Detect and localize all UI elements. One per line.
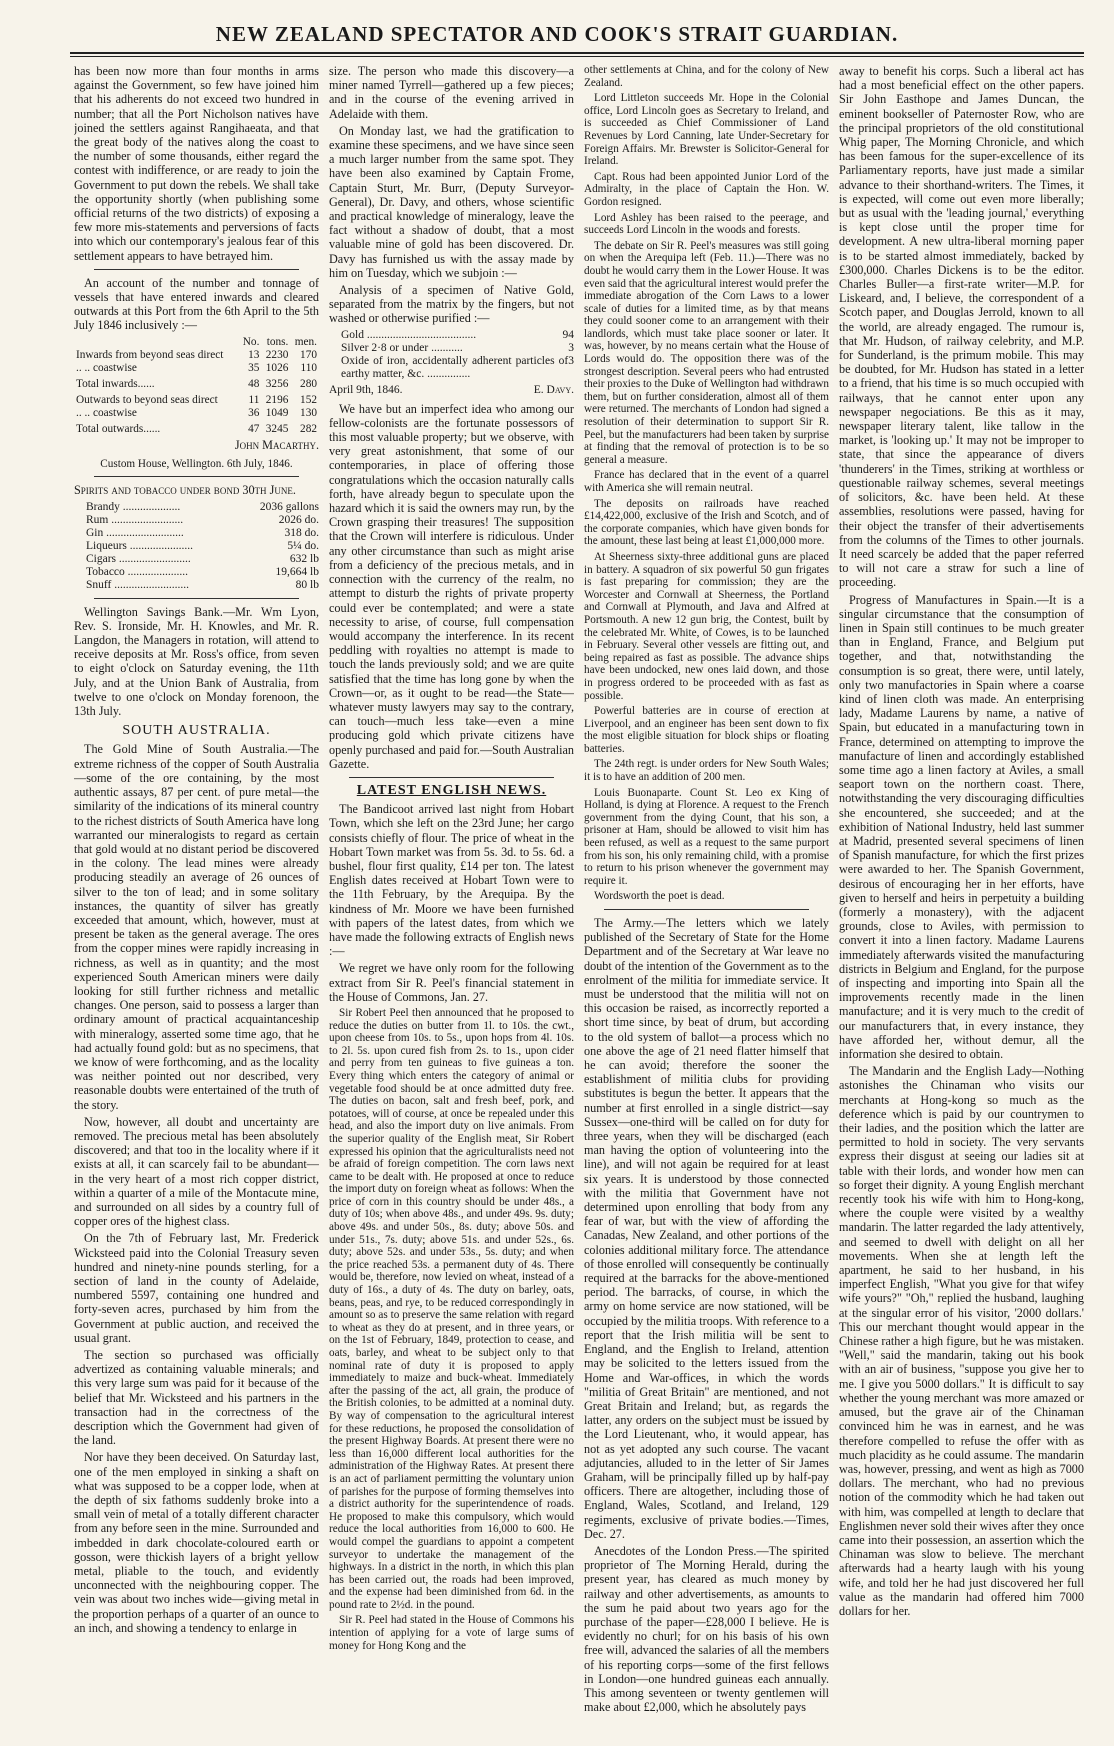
paragraph: Anecdotes of the London Press.—The spirited proprietor of The Morning Herald, during the present year, has cleared as much money by railway and other advertisements, as amounts to the sum he paid about two years ago for the purchase of the paper—£28,000 I believe. He is evidently no churl; for on his basis of his own free will, advanced the salaries of all the members of his reporting corps—some of the first fellows in London—one hundred guineas each annually. This among seventeen or twenty gentlemen will make about £2,000, which he absolutely pays (584, 1543, 829, 1715)
divider (94, 598, 299, 599)
spirits-heading: Spirits and tobacco under bond 30th June. (74, 483, 296, 498)
column-3 (584, 64, 829, 1736)
list-label: Silver 2·8 or under ........... (341, 341, 463, 354)
table-row (74, 362, 319, 375)
list-label: Rum ......................... (86, 513, 184, 526)
section-heading: LATEST ENGLISH NEWS. (356, 782, 547, 798)
paragraph: We regret we have only room for the following extract from Sir R. Peel's financial statement in the House of Commons, Jan. 27. (329, 961, 574, 1004)
table-cell: 47 (248, 422, 260, 435)
list-label: Tobacco ..................... (86, 565, 189, 578)
divider (94, 476, 299, 477)
table-cell: Total outwards...... (76, 422, 161, 435)
section-heading: SOUTH AUSTRALIA. (122, 723, 271, 739)
table-cell: .. .. coastwise (76, 406, 137, 419)
table-cell: 110 (300, 361, 317, 374)
list-label: Cigars ......................... (86, 552, 191, 565)
paragraph: France has declared that in the event of a quarrel with America she will remain neutral. (584, 469, 829, 494)
list-item (74, 514, 319, 527)
masthead-rule (70, 52, 1084, 54)
savings-bank-notice: Wellington Savings Bank.—Mr. Wm Lyon, Rev. S. Ironside, Mr. H. Knowles, and Mr. R. Langdon, the Managers in rotation, will attend to receive deposits at Mr. Ross's office, from seven to eight o'clock on Saturday evening, the 11th July, and at the Union Bank of Australia, from twelve to one o'clock on Monday forenoon, the 13th July. (74, 604, 319, 719)
paragraph: At Sheerness sixty-three additional guns are placed in battery. A squadron of six powerful 50 gun frigates is fast preparing for commission; they are the Worcester and Cornwall at Sheerness, the Portland and Cornwall at Plymouth, and Java and Alfred at Portsmouth. A new 12 gun brig, the Contest, built by the celebrated Mr. White, of Cowes, is to be launched in February. Several other vessels are fitting out, and being repaired as fast as possible. The advance ships have been undocked, new ones laid down, and those in progress ordered to be proceeded with as fast as possible. (584, 550, 829, 702)
list-item (329, 355, 574, 381)
paragraph: other settlements at China, and for the colony of New Zealand. (584, 64, 829, 89)
list-label: Liqueurs ...................... (86, 539, 194, 552)
assay-list (329, 329, 574, 381)
paragraph: Louis Buonaparte. Count St. Leo ex King of Holland, is dying at Florence. A request to the French government from the dying Count, that his son, a prisoner at Ham, should be allowed to visit him has been refused, as well as a request to the same purport from his son, his only remaining child, with a promise to return to his prison whenever the government may require it. (584, 786, 829, 887)
column-2 (329, 64, 574, 1736)
paragraph: Capt. Rous had been appointed Junior Lord of the Admiralty, in the place of Captain the Hon. W. Gordon resigned. (584, 170, 829, 208)
list-value: 2026 do. (278, 513, 319, 526)
signature: John Macarthy. (234, 437, 319, 452)
table-header (74, 336, 319, 349)
table-row (74, 349, 319, 362)
table-row (74, 375, 319, 391)
table-cell: 170 (300, 348, 317, 361)
table-cell: 35 (248, 361, 260, 374)
table-cell: 280 (300, 377, 317, 390)
list-item (74, 501, 319, 514)
table-cell: tons. (266, 335, 289, 348)
assay-footer (329, 384, 574, 397)
shipping-table (74, 336, 319, 436)
list-item (74, 553, 319, 566)
table-cell: 11 (248, 393, 260, 406)
paragraph: The debate on Sir R. Peel's measures was still going on when the Arequipa left (Feb. 11.)—There was no doubt he would carry them in the Lower House. It was even said that the agricultural interest would prefer the immediate abrogation of the Corn Laws to a lower scale of duties for a limited time, as by that means they could sooner come to an arrangement with their landlords, which must take place sooner or later. It was, however, by no means certain what the House of Lords would do. The opposition there was of the strongest description. Several peers who had entrusted their proxies to the Duke of Wellington had withdrawn them, but on further consideration, almost all of them were returned. The merchants of London had signed a resolution of their determination to support Sir R. Peel, but the manufacturers had been taken by surprise at finding that the removal of protection is to be so general a measure. (584, 239, 829, 466)
paragraph: The Army.—The letters which we lately published of the Secretary of State for the Home Department and of the Secretary at War leave no doubt of the intention of the Government as to the enrolment of the militia for immediate service. It must be understood that the militia will not on this occasion be raised, as incorrectly reported a short time since, by beat of drum, but according to the old system of ballot—a process which no one above the age of 21 need flatter himself that he can avoid; therefore the sooner the establishment of militia clubs for providing substitutes is begun the better. It appears that the number at first enrolled in a single district—say Sussex—one-third will be called on for duty for three years, when they will be discharged (each man having the option of volunteering into the line), and will not again be required for at least six years. It is understood by those connected with the militia that Government have not determined upon enrolling that body from any fear of war, but with the view of affording the Canadas, New Zealand, and other portions of the colonies additional military force. The attendance of those enrolled will consequently be continually required at the barracks for the above-mentioned period. The barracks, of course, in which the army on home service are now stationed, will be occupied by the militia troops. With reference to a report that the Irish militia will be sent to England, and the English to Ireland, attention may be solicited to the letters issued from the Home and War-offices, in which the words "militia of Great Britain" are mentioned, and not Great Britain and Ireland; but, as regards the latter, any orders on the subject must be issued by the Lord Lieutenant, who, it would appear, has not as yet adopted any such course. The vacant adjutancies, alluded to in the letter of Sir James Graham, will be principally filled up by half-pay officers. There are altogether, including those of England, Wales, Scotland, and Ireland, 129 regiments, exclusive of private bodies.—Times, Dec. 27. (584, 916, 829, 1541)
list-item (74, 527, 319, 540)
table-row (74, 407, 319, 420)
paragraph: Sir R. Peel had stated in the House of Commons his intention of applying for a vote of large sums of money for Hong Kong and the (329, 1614, 574, 1652)
paragraph: The Mandarin and the English Lady—Nothing astonishes the Chinaman who visits our merchants at Hong-kong so much as the deference which is paid by our countrymen to their ladies, and the position which the latter are permitted to hold in society. The very servants express their disgust at seeing our ladies sit at table with their lords, and wonder how men can so forget their dignity. A young English merchant recently took his wife with him to Hong-kong, where the couple were visited by a wealthy mandarin. The latter regarded the lady attentively, and seemed to dwell with delight on all her movements. When she at length left the apartment, he said to her husband, in his imperfect English, "What you give for that wifey wife yours?" "Oh," replied the husband, laughing at the singular error of his visitor, '2000 dollars.' This our merchant thought would appear in the Chinese rather a high figure, but he was mistaken. "Well," said the mandarin, taking out his book with an air of business, "suppose you give her to me. I give you 5000 dollars." It is difficult to say whether the young merchant was more amazed or amused, but the grave air of the Chinaman convinced him he was in earnest, and he was therefore compelled to refuse the offer with as much placidity as he could assume. The mandarin was, however, pressing, and went as high as 7000 dollars. The merchant, who had no previous notion of the commodity which he had taken out with him, was compelled at length to declare that Englishmen never sold their wives after they once came into their possession, an assertion which the Chinaman was slow to believe. The merchant afterwards had a hearty laugh with his young wife, and told her he had just discovered her full value as the mandarin had offered him 7000 dollars for her. (839, 1064, 1084, 1618)
paragraph: On Monday last, we had the gratification to examine these specimens, and we have since seen a much larger number from the same spot. They have been also examined by Captain Frome, Captain Sturt, Mr. Burr, (Deputy Surveyor-General), Dr. Davy, and others, whose scientific and practical knowledge of mineralogy, leave the fact without a shadow of doubt, that a most valuable mine of gold has been discovered. Dr. Davy has furnished us with the assay made by him on Tuesday, which we subjoin :— (329, 123, 574, 280)
paragraph: The section so purchased was officially advertized as containing valuable minerals; and this very large sum was paid for it because of the belief that Mr. Wicksteed and his partners in the transaction had in the correctness of the description which the Government had given of the land. (74, 1348, 319, 1448)
list-label: Brandy .................... (86, 500, 181, 513)
table-cell: 3256 (265, 377, 289, 390)
list-value: 3 (568, 341, 574, 354)
paragraph: Nor have they been deceived. On Saturday last, one of the men employed in sinking a shaft on what was supposed to be a copper lode, when at the depth of six fathoms suddenly broke into a small vein of metal of a totally different character from any before seen in the mine. Surrounded and imbedded in dark chocolate-coloured earth or gosson, were thickish layers of a bright yellow metal, pliable to the touch, and evidently unconnected with the neighbouring copper. The vein was about two inches wide—giving metal in the proportion perhaps of a quarter of an ounce to an inch, and showing a tendency to enlarge in (74, 1450, 319, 1635)
divider (349, 777, 554, 778)
masthead-rule-thin (70, 56, 1084, 57)
list-value: 632 lb (289, 552, 319, 565)
paragraph: Lord Ashley has been raised to the peerage, and succeeds Lord Lincoln in the woods and forests. (584, 211, 829, 237)
paragraph: The Gold Mine of South Australia.—The extreme richness of the copper of South Australia—some of the ore containing, by the most authentic assays, 87 per cent. of pure metal—the similarity of the indications of its mineral country to the richest districts of South America have long warranted our mineralogists to regard as certain that gold would at no distant period be discovered in the colony. The lead mines were already producing steadily an average of 26 ounces of silver to the ton of lead; and in some solitary instances, the quantity of silver has greatly exceeded that amount, which, however, must at present be taken as the general average. The ores from the copper mines were rapidly increasing in richness, as well as in quantity; and the most experienced South American miners were daily looking for still further richness and metallic changes. One person, said to possess a larger than ordinary amount of practical acquaintanceship with mineralogy, asserted some time ago, that he had actually found gold: but as no specimens, that we know of were forthcoming, and as the locality was neither pointed out nor described, very reasonable doubts were entertained of the truth of the story. (74, 742, 319, 1112)
paragraph: away to benefit his corps. Such a liberal act has had a most beneficial effect on the other papers. Sir John Easthope and James Duncan, the eminent bookseller of Paternoster Row, who are the principal proprietors of the old constitutional Whig paper, The Morning Chronicle, and which has been famous for the super-excellence of its Parliamentary reports, have just made a similar advance to their shorthand-writers. The Times, it is expected, will come out even more liberally; but as usual with the 'leading journal,' everything is kept close until the proper time for development. A new ultra-liberal morning paper is to be started almost immediately, backed by £300,000. Charles Dickens is to be the editor. Charles Buller—a first-rate writer—M.P. for Liskeard, and, I believe, the correspondent of a Scotch paper, and Douglas Jerrold, known to all the world, are already engaged. The rumour is, that Mr. Hudson, of railway celebrity, and M.P. for Sunderland, is the primum mobile. This may be doubted, for Mr. Hudson has stated in a letter to a friend, that his time is so much occupied with railways, that he cannot enter upon any newspaper negociations. Be this as it may, newspaper literary talent, like tallow in the market, is 'looking up.' It may not be improper to state, that since the appearance of divers 'thunderers' in the Times, striking at worthless or questionable railway schemes, several meetings of solicitors, &c. have been held. At these assemblies, resolutions were passed, having for their object the transfer of their advertisements from the columns of the Times to other journals. It need scarcely be added that the paper referred to will not care a straw for such a line of proceeding. (839, 64, 1084, 590)
columns (74, 64, 1086, 1736)
table-row (74, 391, 319, 407)
column-1 (74, 64, 319, 1736)
spirits-list (74, 501, 319, 592)
list-value: 3 (568, 354, 574, 367)
list-item (74, 566, 319, 579)
paragraph: Sir Robert Peel then announced that he proposed to reduce the duties on butter from 1l. to 10s. the cwt., upon cheese from 10s. to 5s., upon hops from 4l. 10s. to 2l. 5s. upon cured fish from 2s. to 1s., upon cider and perry from ten guineas to five guineas a ton. Every thing which enters the category of animal or vegetable food should be at once admitted duty free. The duties on bacon, salt and fresh beef, pork, and potatoes, will of course, at once be repealed under this head, and also the import duty on live animals. From the superior quality of the English meat, Sir Robert expressed his opinion that the agriculturalists need not be afraid of foreign competition. The corn laws next came to be dealt with. He proposed at once to reduce the import duty on foreign wheat as follows: When the price of corn in this country should be under 48s., a duty of 10s; when above 48s., and under 49s. 9s. duty; above 49s. and under 50s., 8s. duty; above 50s. and under 51s., 7s. duty; above 51s. and under 52s., 6s. duty; above 52s. and under 53s., 5s. duty; and when the price reached 53s. a permanent duty of 4s. There would be, therefore, now levied on wheat, instead of a duty of 16s., a duty of 4s. The duty on barley, oats, beans, peas, and rye, to be reduced correspondingly in amount so as to preserve the same relation with regard to wheat as they do at present, and in three years, or on the 1st of February, 1849, protection to cease, and oats, barley, and wheat to be subject only to that nominal rate of duty it is proposed to apply immediately to maize and buck-wheat. Immediately after the passing of the act, all grain, the produce of the British colonies, to be admitted at a nominal duty. By way of compensation to the agricultural interest for these reductions, he proposed the consolidation of the present Highway Boards. At present there were no less than 16,000 different local authorities for the administration of the Highway Rates. At present there is an act of parliament permitting the voluntary union of parishes for the purpose of forming themselves into a district authority for the superintendence of roads. He proposed to make this compulsory, which would reduce the local authorities from 16,000 to 600. He would compel the guardians to appoint a competent surveyor to undertake the management of the highways. In a district in the north, in which this plan has been carried out, the roads had been improved, and the expense had been diminished from 6d. in the pound rate to 2½d. in the pound. (329, 1006, 574, 1611)
table-cell (74, 336, 239, 349)
table-cell: 13 (248, 348, 260, 361)
table-cell: 2230 (265, 348, 289, 361)
list-value: 5¼ do. (287, 539, 319, 552)
divider (604, 909, 809, 910)
list-item (329, 329, 574, 342)
paragraph: Now, however, all doubt and uncertainty are removed. The precious metal has been absolutely discovered; and that too in the locality where if it exists at all, it can scarcely fail to be abundant—in the very heart of a most rich copper district, within a quarter of a mile of the Montacute mine, and surrounded on all sides by a country full of copper ores of the highest class. (74, 1114, 319, 1229)
paragraph: has been now more than four months in arms against the Government, so few have joined him that his adherents do not exceed two hundred in number; that all the Port Nicholson natives have joined the settlers against Rangihaeata, and that the great body of the natives along the coast to the number of some thousands, either regard the contest with indifference, or are ready to join the Government to put down the rebels. We shall take the opportunity shortly (when publishing some official returns of the two districts) of exposing a few more mis-statements and perversions of facts into which our contemporary's jealous fear of this settlement appears to have betrayed him. (74, 64, 319, 263)
paragraph: The deposits on railroads have reached £14,422,000, exclusive of the Irish and Scotch, and of the corporate companies, which have given bonds for the amount, these last being at least £1,000,000 more. (584, 497, 829, 548)
table-cell: 3245 (265, 422, 289, 435)
table-row (74, 420, 319, 436)
list-value: 19,664 lb (275, 565, 319, 578)
table-cell: .. .. coastwise (76, 361, 137, 374)
list-item (74, 579, 319, 592)
list-label: Oxide of iron, accidentally adherent particles of earthy matter, &c. ............... (341, 354, 569, 380)
table-cell: 1026 (265, 361, 289, 374)
table-cell: 152 (300, 393, 317, 406)
masthead-title: NEW ZEALAND SPECTATOR AND COOK'S STRAIT GUARDIAN. (215, 22, 899, 46)
paragraph: The 24th regt. is under orders for New South Wales; it is to have an addition of 200 men. (584, 758, 829, 784)
assay-intro: Analysis of a specimen of Native Gold, separated from the matrix by the fingers, but not washed or otherwise purified :— (329, 283, 574, 326)
list-value: 80 lb (295, 578, 319, 591)
paragraph: We have but an imperfect idea who among our fellow-colonists are the fortunate possessors of this most valuable property; but we observe, with very great astonishment, that some of our contemporaries, in place of offering those congratulations which the occasion naturally calls forth, have already begun to speculate upon the hazard which it is said the owners may run, by the Crown grasping their treasures! The supposition that the Crown will interfere is ridiculous. Under any other circumstance than such as might arise from a deficiency of the precious metals, and in connection with the currency of the realm, no attempt to disturb the rights of private property could ever be contemplated; and were a state necessity to arise, of course, full compensation would accompany the interference. In its recent peddling with royalties no attempt is made to touch the lands previously sold; and we are quite satisfied that the time has long gone by when the Crown—or, as it ought to be read—the State—whatever musty lawyers may say to the contrary, can touch—much less take—even a mine producing gold which private citizens have openly purchased and paid for.—South Australian Gazette. (329, 401, 574, 771)
paragraph: The Bandicoot arrived last night from Hobart Town, which she left on the 23rd June; her cargo consists chiefly of flour. The price of wheat in the Hobart Town market was from 5s. 3d. to 5s. 6d. a bushel, flour first quality, £14 per ton. The latest English dates received at Hobart Town were to the 11th February, by the Arequipa. By the kindness of Mr. Moore we have been furnished with papers of the latest dates, from which we have made the following extracts of English news :— (329, 802, 574, 959)
table-cell: Total inwards...... (76, 377, 155, 390)
table-cell: 130 (300, 406, 317, 419)
table-cell: 2196 (265, 393, 289, 406)
paragraph: Powerful batteries are in course of erection at Liverpool, and an engineer has been sent down to fix the most eligible situation for block ships or floating batteries. (584, 705, 829, 755)
table-cell: men. (294, 335, 317, 348)
list-item (329, 342, 574, 355)
column-4 (839, 64, 1084, 1736)
list-value: 318 do. (284, 526, 319, 539)
table-cell: No. (242, 335, 260, 348)
table-cell: 1049 (265, 406, 289, 419)
assay-signature: E. Davy. (533, 383, 574, 396)
list-label: Gold ...................................... (341, 328, 477, 341)
paragraph: Wordsworth the poet is dead. (594, 890, 725, 903)
assay-date: April 9th, 1846. (329, 383, 403, 396)
list-label: Snuff .......................... (86, 578, 189, 591)
table-cell: 48 (248, 377, 260, 390)
list-label: Gin ........................... (86, 526, 184, 539)
shipping-intro: An account of the number and tonnage of vessels that have entered inwards and cleared outwards at this Port from the 6th April to the 5th July 1846 inclusively :— (74, 275, 319, 333)
paragraph: Progress of Manufactures in Spain.—It is a singular circumstance that the consumption of linen in Spain still continues to be much greater than in England, France, and Belgium put together, and that, notwithstanding the consumption is so great, there were, until lately, only two manufactories in Spain where a coarse kind of linen cloth was made. An enterprising lady, Madame Laurens by name, a native of Spain, but educated in a manufacturing town in France, determined on attempting to improve the manufacture of linen and accordingly established some time ago a linen factory at Aviles, a small seaport town on the northern coast. There, notwithstanding the very discouraging difficulties she encountered, she succeeded; and at the exhibition of National Industry, held last summer at Madrid, presented several specimens of linen of Spanish manufacture, for which the first prizes were awarded to her. The Spanish Government, desirous of encouraging her in her efforts, have given to herself and heirs in perpetuity a building (formerly a monastery), with the adjacent grounds, close to Aviles, with permission to convert it into a linen factory. Madame Laurens immediately afterwards visited the manufacturing districts in Belgium and England, for the purpose of inspecting and importing into Spain all the improvements recently made in the linen manufacture; and it is very much to the credit of our manufacturers that, in every instance, they have afforded her, without demur, all the information she desired to obtain. (839, 592, 1084, 1062)
list-item (74, 540, 319, 553)
customs-line: Custom House, Wellington. 6th July, 1846. (100, 457, 293, 470)
divider (94, 269, 299, 270)
table-cell: Outwards to beyond seas direct (76, 393, 218, 406)
paragraph: On the 7th of February last, Mr. Frederick Wicksteed paid into the Colonial Treasury seven hundred and ninety-nine pounds sterling, for a section of land in the county of Adelaide, numbered 5597, containing one hundred and forty-seven acres, purchased by him from the Government at public auction, and received the usual grant. (74, 1231, 319, 1345)
table-cell: 36 (248, 406, 260, 419)
table-cell: 282 (300, 422, 317, 435)
list-value: 2036 gallons (259, 500, 319, 513)
paragraph: size. The person who made this discovery—a miner named Tyrrell—gathered up a few pieces; and in the course of the evening arrived in Adelaide with them. (329, 64, 574, 121)
list-value: 94 (562, 328, 574, 341)
paragraph: Lord Littleton succeeds Mr. Hope in the Colonial office, Lord Lincoln goes as Secretary to Ireland, and is succeeded as Chief Commissioner of Land Revenues by Lord Canning, late Under-Secretary for Foreign Affairs. Mr. Brewster is Solicitor-General for Ireland. (584, 92, 829, 168)
table-cell: Inwards from beyond seas direct (76, 348, 224, 361)
